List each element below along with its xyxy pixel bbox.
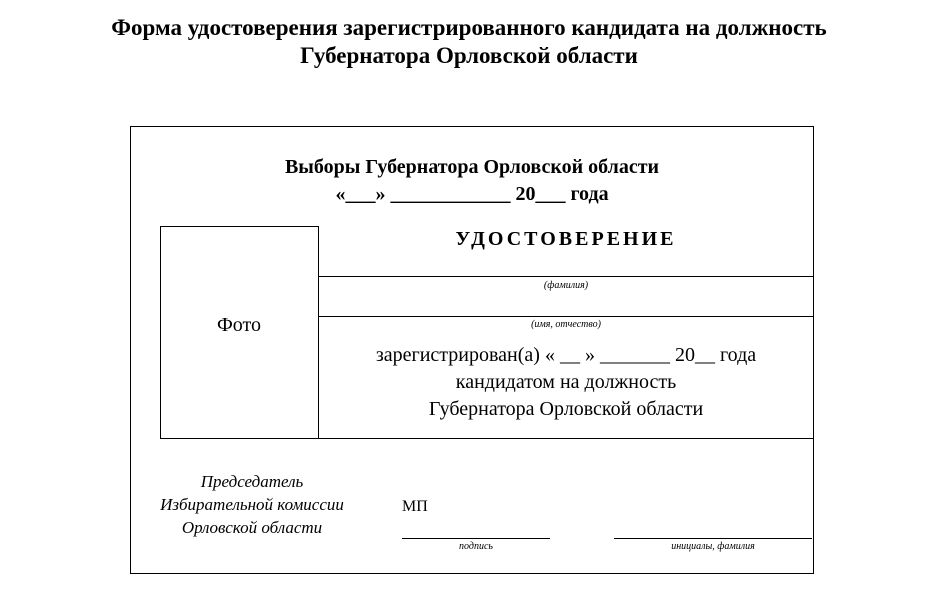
card-top-border [130, 126, 814, 127]
initials-line [614, 538, 812, 539]
chairman-line2: Избирательной комиссии [160, 495, 344, 514]
seal-label: МП [402, 498, 428, 515]
registered-line2: кандидатом на должность [455, 371, 677, 393]
chairman-line3: Орловской области [181, 518, 323, 537]
signature-caption: подпись [459, 541, 493, 552]
registered-line3: Губернатора Орловской области [428, 398, 704, 420]
elections-line: Выборы Губернатора Орловской области [284, 156, 660, 178]
name-caption: (имя, отчество) [531, 319, 601, 330]
registered-line1: зарегистрирован(а) « __ » _______ 20__ года [375, 344, 757, 366]
photo-box-top [160, 226, 318, 227]
form-title [0, 14, 938, 70]
signature-line [402, 538, 550, 539]
body-separator [160, 438, 814, 439]
registration-text [318, 342, 814, 423]
chairman-line1: Председатель [200, 472, 304, 491]
date-line: «___» ____________ 20___ года [335, 183, 609, 205]
elections-header [160, 154, 784, 208]
surname-field-top [318, 276, 814, 277]
chairman-block [130, 470, 374, 539]
card-bottom-border [130, 573, 814, 574]
form-title-line2: Губернатора Орловской области [300, 43, 638, 68]
certificate-label: УДОСТОВЕРЕНИЕ [455, 228, 677, 250]
name-field-top [318, 316, 814, 317]
form-title-line1: Форма удостоверения зарегистрированного кандидата на должность [111, 15, 827, 40]
photo-placeholder: Фото [216, 314, 261, 336]
initials-caption: инициалы, фамилия [671, 541, 755, 552]
surname-caption: (фамилия) [543, 280, 589, 291]
